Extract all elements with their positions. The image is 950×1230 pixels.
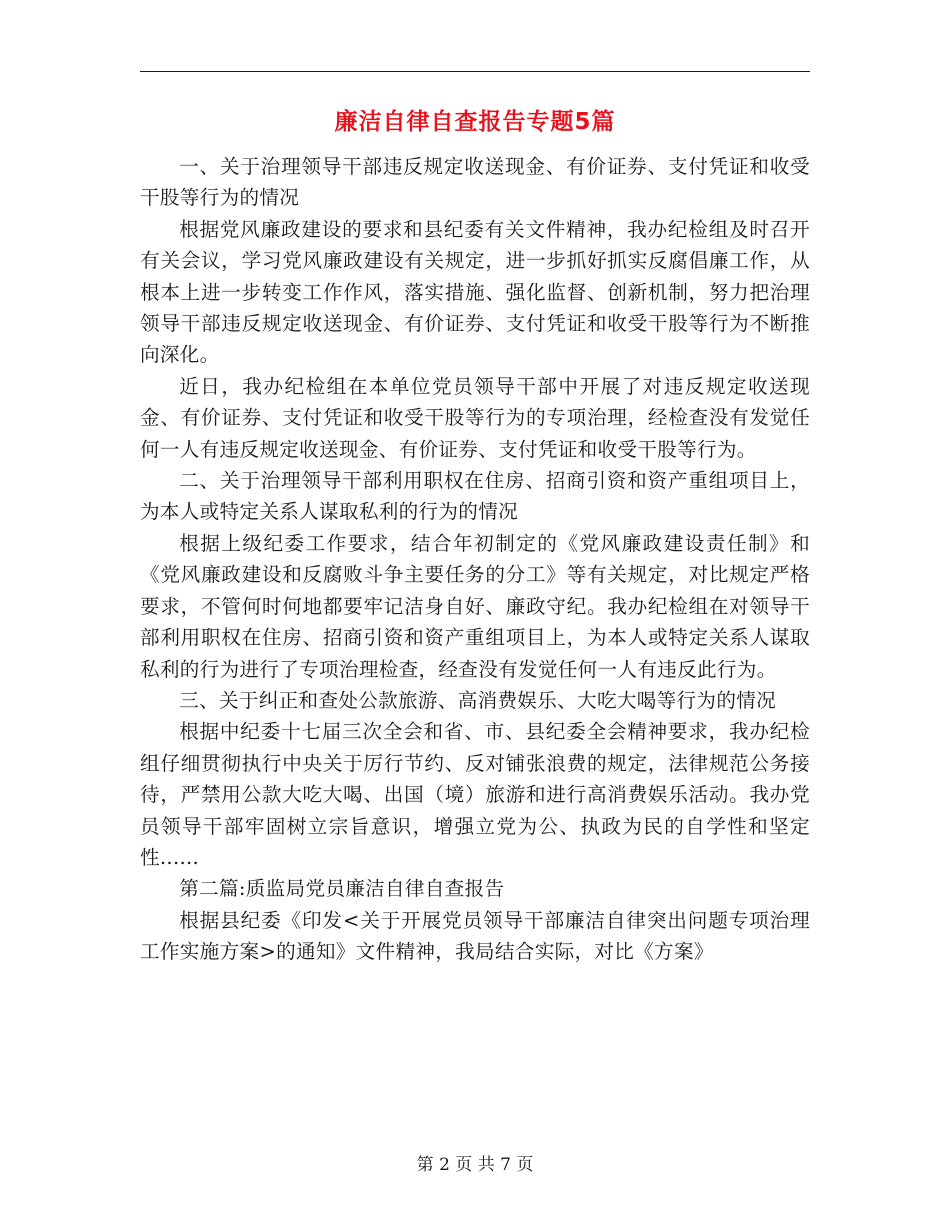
header-rule [140, 71, 810, 72]
paragraph-5: 根据上级纪委工作要求，结合年初制定的《党风廉政建设责任制》和《党风廉政建设和反腐败斗争主要任务的分工》等有关规定，对比规定严格要求，不管何时何地都要牢记洁身自好、廉政守纪。我办纪检组在对领导干部利用职权在住房、招商引资和资产重组项目上，为本人或特定关系人谋取私利的行为进行了专项治理检查，经查没有发觉任何一人有违反此行为。 [140, 531, 810, 681]
paragraph-6: 三、关于纠正和查处公款旅游、高消费娱乐、大吃大喝等行为的情况 [179, 688, 776, 712]
document-title: 廉洁自律自查报告专题5篇 [334, 109, 616, 135]
paragraph-1: 一、关于治理领导干部违反规定收送现金、有价证券、支付凭证和收受干股等行为的情况 [140, 155, 810, 210]
paragraph-9: 根据县纪委《印发<关于开展党员领导干部廉洁自律突出问题专项治理工作实施方案>的通知》文件精神，我局结合实际，对比《方案》 [140, 908, 810, 964]
paragraph-8: 第二篇:质监局党员廉洁自律自查报告 [179, 877, 505, 901]
paragraph-3: 近日，我办纪检组在本单位党员领导干部中开展了对违反规定收送现金、有价证券、支付凭证和收受干股等行为的专项治理，经检查没有发觉任何一人有违反规定收送现金、有价证券、支付凭证和收受干股等行为。 [140, 374, 810, 461]
page-number-footer: 第 2 页 共 7 页 [416, 1155, 534, 1175]
paragraph-4: 二、关于治理领导干部利用职权在住房、招商引资和资产重组项目上，为本人或特定关系人谋取私利的行为的情况 [140, 469, 810, 524]
document-body [140, 151, 810, 968]
paragraph-7: 根据中纪委十七届三次全会和省、市、县纪委全会精神要求，我办纪检组仔细贯彻执行中央关于厉行节约、反对铺张浪费的规定，法律规范公务接待，严禁用公款大吃大喝、出国（境）旅游和进行高消费娱乐活动。我办党员领导干部牢固树立宗旨意识，增强立党为公、执政为民的自学性和坚定性...... [140, 720, 810, 869]
paragraph-2: 根据党风廉政建设的要求和县纪委有关文件精神，我办纪检组及时召开有关会议，学习党风廉政建设有关规定，进一步抓好抓实反腐倡廉工作，从根本上进一步转变工作作风，落实措施、强化监督、创新机制，努力把治理领导干部违反规定收送现金、有价证券、支付凭证和收受干股等行为不断推向深化。 [140, 217, 810, 367]
